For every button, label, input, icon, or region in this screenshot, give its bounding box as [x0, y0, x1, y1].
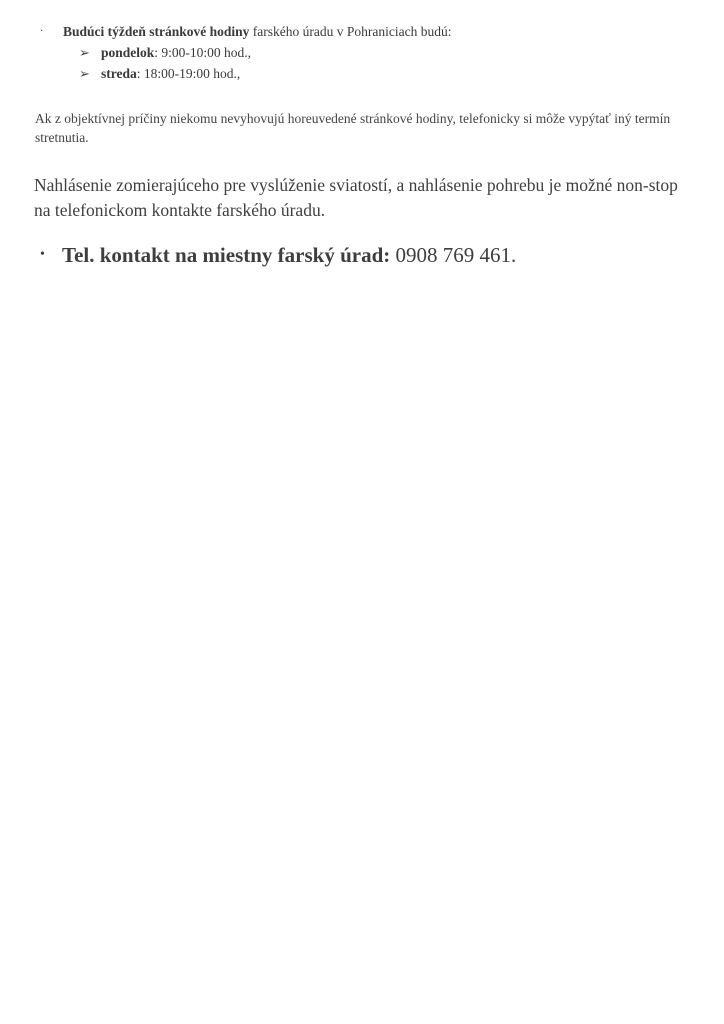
bullet-dot-icon: ·: [40, 26, 44, 37]
arrow-bullet-icon: ➢: [79, 66, 90, 81]
alternative-appointment-note: Ak z objektívnej príčiny niekomu nevyhovujú horeuvedené stránkové hodiny, telefonicky si môže vypýtať iný termín stretnutia.: [35, 111, 671, 145]
funeral-announcement-paragraph: Nahlásenie zomierajúceho pre vyslúženie sviatostí, a nahlásenie pohrebu je možné non-stop na telefonickom kontakte farského úradu.: [34, 175, 678, 220]
phone-contact-line: [40, 241, 516, 271]
phone-contact-label: Tel. kontakt na miestny farský úrad:: [62, 243, 391, 267]
office-hours-item: [79, 64, 240, 84]
bullet-dot-icon: •: [40, 247, 45, 263]
office-hours-day: streda: [101, 66, 137, 81]
office-hours-item: [79, 43, 251, 63]
office-hours-location: farského úradu v Pohraniciach budú:: [249, 24, 452, 39]
office-hours-day: pondelok: [101, 45, 155, 60]
office-hours-heading: Budúci týždeň stránkové hodiny: [63, 24, 250, 39]
phone-number: 0908 769 461.: [390, 243, 517, 267]
office-hours-time: : 9:00-10:00 hod.,: [154, 45, 252, 60]
office-hours-time: : 18:00-19:00 hod.,: [136, 66, 241, 81]
arrow-bullet-icon: ➢: [79, 45, 90, 60]
office-hours-intro: [40, 22, 452, 42]
